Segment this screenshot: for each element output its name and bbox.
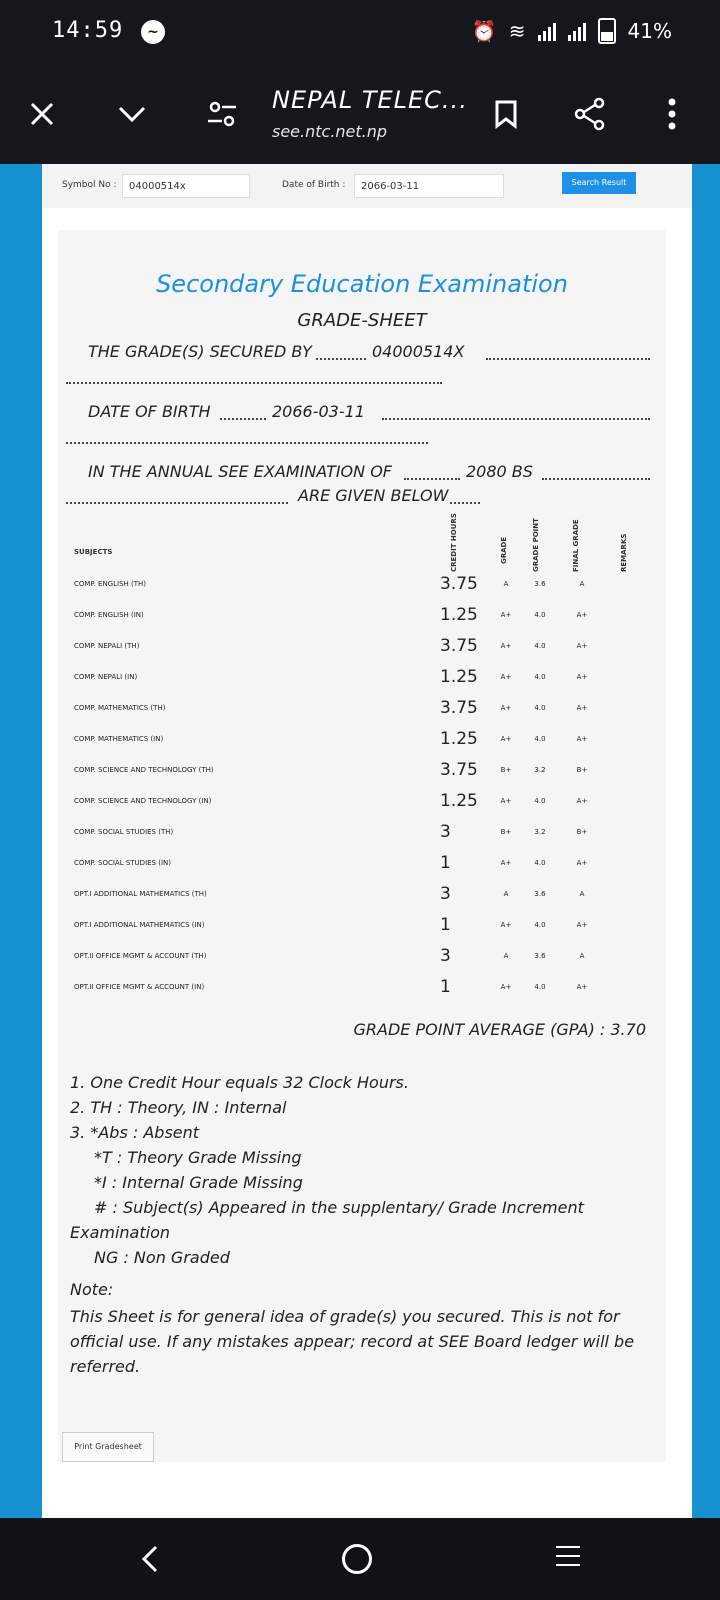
final-grade-cell: A+	[576, 921, 588, 929]
sheet-title: Secondary Education Examination	[156, 270, 568, 298]
grade-cell: A+	[500, 611, 512, 619]
navigation-bar	[0, 1518, 720, 1600]
credit-hours-cell: 3	[440, 946, 451, 966]
grade-cell: A+	[500, 735, 512, 743]
share-icon[interactable]	[568, 92, 612, 136]
subject-cell: OPT.II OFFICE MGMT & ACCOUNT (IN)	[74, 983, 205, 991]
close-icon[interactable]	[20, 92, 64, 136]
grade-cell: A+	[500, 921, 512, 929]
grade-point-cell: 4.0	[534, 983, 546, 991]
page-title: NEPAL TELEC...	[272, 86, 468, 114]
credit-hours-cell: 3.75	[440, 574, 478, 594]
battery-level: 41%	[627, 19, 672, 43]
final-grade-cell: A+	[576, 735, 588, 743]
credit-hours-cell: 3	[440, 822, 451, 842]
bookmark-icon[interactable]	[484, 92, 528, 136]
legend-item: *I : Internal Grade Missing	[94, 1173, 303, 1192]
page-url[interactable]: see.ntc.net.np	[272, 122, 388, 141]
subject-cell: COMP. ENGLISH (IN)	[74, 611, 144, 619]
subject-cell: OPT.I ADDITIONAL MATHEMATICS (TH)	[74, 890, 207, 898]
grade-point-cell: 4.0	[534, 859, 546, 867]
table-row	[58, 975, 666, 1005]
final-grade-cell: A+	[576, 673, 588, 681]
symbol-input[interactable]: 04000514x	[122, 174, 250, 198]
grade-sheet	[58, 230, 666, 1462]
legend-item: 2. TH : Theory, IN : Internal	[70, 1098, 287, 1117]
grade-cell: B+	[500, 766, 512, 774]
header-grade: GRADE	[500, 536, 508, 564]
grade-point-cell: 3.2	[534, 828, 546, 836]
credit-hours-cell: 1.25	[440, 605, 478, 625]
final-grade-cell: A+	[576, 797, 588, 805]
grade-point-cell: 4.0	[534, 797, 546, 805]
final-grade-cell: A	[579, 890, 585, 898]
subject-cell: OPT.II OFFICE MGMT & ACCOUNT (TH)	[74, 952, 207, 960]
site-settings-icon[interactable]	[200, 92, 244, 136]
final-grade-cell: B+	[576, 828, 588, 836]
dotted-line	[404, 478, 460, 480]
header-credit-hours: CREDIT HOURS	[450, 513, 458, 572]
battery-icon	[598, 18, 616, 44]
dob-label: Date of Birth :	[282, 180, 346, 190]
symbol-label: Symbol No :	[62, 180, 117, 190]
dob-label-text: DATE OF BIRTH	[88, 402, 211, 421]
browser-toolbar	[0, 64, 720, 164]
subject-cell: COMP. SCIENCE AND TECHNOLOGY (IN)	[74, 797, 212, 805]
search-result-button[interactable]: Search Result	[562, 172, 636, 194]
dotted-line	[66, 382, 442, 384]
signal-icon	[538, 21, 556, 41]
grade-point-cell: 3.6	[534, 580, 546, 588]
subject-cell: COMP. SOCIAL STUDIES (TH)	[74, 828, 174, 836]
grade-cell: A	[503, 580, 509, 588]
status-bar	[0, 0, 720, 64]
final-grade-cell: A+	[576, 859, 588, 867]
subject-cell: COMP. SCIENCE AND TECHNOLOGY (TH)	[74, 766, 214, 774]
table-row	[58, 727, 666, 757]
table-row	[58, 696, 666, 726]
web-page	[42, 164, 692, 1518]
final-grade-cell: A+	[576, 642, 588, 650]
legend-item: # : Subject(s) Appeared in the supplentary/ Grade Increment Examination	[70, 1198, 584, 1242]
table-row	[58, 758, 666, 788]
table-row	[58, 572, 666, 602]
grade-cell: A+	[500, 673, 512, 681]
grade-cell: A	[503, 952, 509, 960]
credit-hours-cell: 1	[440, 977, 451, 997]
dotted-line	[66, 442, 428, 444]
messenger-icon: ~	[141, 20, 165, 44]
secured-by-label: THE GRADE(S) SECURED BY	[88, 342, 312, 361]
table-row	[58, 603, 666, 633]
credit-hours-cell: 3	[440, 884, 451, 904]
given-below-text: ARE GIVEN BELOW	[298, 486, 449, 505]
header-subjects: SUBJECTS	[74, 548, 113, 556]
grade-cell: A+	[500, 642, 512, 650]
status-icons	[472, 18, 672, 44]
grade-cell: A+	[500, 704, 512, 712]
home-icon[interactable]	[342, 1544, 372, 1574]
table-row	[58, 851, 666, 881]
dotted-line	[382, 418, 650, 420]
credit-hours-cell: 3.75	[440, 698, 478, 718]
chevron-down-icon[interactable]	[110, 92, 154, 136]
dotted-line	[542, 478, 650, 480]
table-row	[58, 944, 666, 974]
subject-cell: OPT.I ADDITIONAL MATHEMATICS (IN)	[74, 921, 205, 929]
grade-point-cell: 4.0	[534, 735, 546, 743]
credit-hours-cell: 3.75	[440, 760, 478, 780]
exam-label: IN THE ANNUAL SEE EXAMINATION OF	[88, 462, 392, 481]
dotted-line	[220, 418, 266, 420]
table-row	[58, 913, 666, 943]
exam-year: 2080 BS	[466, 462, 533, 481]
subject-cell: COMP. SOCIAL STUDIES (IN)	[74, 859, 171, 867]
grade-point-cell: 4.0	[534, 611, 546, 619]
gpa-summary: GRADE POINT AVERAGE (GPA) : 3.70	[353, 1020, 646, 1039]
page-background	[0, 164, 720, 1518]
table-row	[58, 634, 666, 664]
subject-cell: COMP. MATHEMATICS (IN)	[74, 735, 164, 743]
more-options-icon[interactable]	[650, 92, 694, 136]
dob-input[interactable]: 2066-03-11	[354, 174, 504, 198]
subject-cell: COMP. NEPALI (IN)	[74, 673, 138, 681]
legend-item: *T : Theory Grade Missing	[94, 1148, 302, 1167]
legend-notes	[70, 1070, 650, 1270]
note-title: Note:	[70, 1280, 114, 1299]
dotted-line	[450, 502, 480, 504]
grade-point-cell: 3.2	[534, 766, 546, 774]
grade-point-cell: 4.0	[534, 642, 546, 650]
search-form	[42, 164, 692, 208]
grade-point-cell: 4.0	[534, 704, 546, 712]
final-grade-cell: A+	[576, 983, 588, 991]
signal-icon-2	[568, 21, 586, 41]
final-grade-cell: A+	[576, 611, 588, 619]
dob-value-text: 2066-03-11	[272, 402, 365, 421]
final-grade-cell: A+	[576, 704, 588, 712]
credit-hours-cell: 3.75	[440, 636, 478, 656]
final-grade-cell: A	[579, 952, 585, 960]
credit-hours-cell: 1.25	[440, 729, 478, 749]
credit-hours-cell: 1	[440, 915, 451, 935]
grade-cell: A+	[500, 983, 512, 991]
note-text: This Sheet is for general idea of grade(s) you secured. This is not for official use. If any mistakes appear; record at SEE Board ledger will be referred.	[70, 1307, 635, 1376]
sheet-subtitle: GRADE-SHEET	[297, 310, 427, 331]
legend-item: 1. One Credit Hour equals 32 Clock Hours.	[70, 1073, 409, 1092]
dotted-line	[486, 358, 650, 360]
header-remarks: REMARKS	[620, 533, 628, 572]
wifi-icon: ≋	[508, 19, 526, 43]
subject-cell: COMP. MATHEMATICS (TH)	[74, 704, 166, 712]
table-row	[58, 820, 666, 850]
grade-cell: A+	[500, 797, 512, 805]
credit-hours-cell: 1.25	[440, 791, 478, 811]
status-time: 14:59	[52, 18, 124, 43]
grade-cell: B+	[500, 828, 512, 836]
symbol-number: 04000514X	[372, 342, 465, 361]
alarm-icon: ⏰	[471, 19, 497, 43]
dotted-line	[316, 358, 366, 360]
grade-point-cell: 3.6	[534, 952, 546, 960]
table-row	[58, 665, 666, 695]
table-row	[58, 882, 666, 912]
header-grade-point: GRADE POINT	[532, 518, 540, 572]
dotted-line	[66, 502, 288, 504]
table-row	[58, 789, 666, 819]
grade-cell: A	[503, 890, 509, 898]
legend-item: 3. *Abs : Absent	[70, 1123, 200, 1142]
legend-item: NG : Non Graded	[94, 1248, 230, 1267]
recent-apps-icon[interactable]	[556, 1546, 580, 1573]
print-gradesheet-button[interactable]: Print Gradesheet	[62, 1432, 154, 1462]
grade-point-cell: 3.6	[534, 890, 546, 898]
grade-point-cell: 4.0	[534, 673, 546, 681]
final-grade-cell: B+	[576, 766, 588, 774]
final-grade-cell: A	[579, 580, 585, 588]
grade-point-cell: 4.0	[534, 921, 546, 929]
credit-hours-cell: 1.25	[440, 667, 478, 687]
subject-cell: COMP. NEPALI (TH)	[74, 642, 140, 650]
grade-cell: A+	[500, 859, 512, 867]
back-icon[interactable]	[140, 1544, 160, 1578]
header-final-grade: FINAL GRADE	[572, 519, 580, 572]
subject-cell: COMP. ENGLISH (TH)	[74, 580, 146, 588]
credit-hours-cell: 1	[440, 853, 451, 873]
